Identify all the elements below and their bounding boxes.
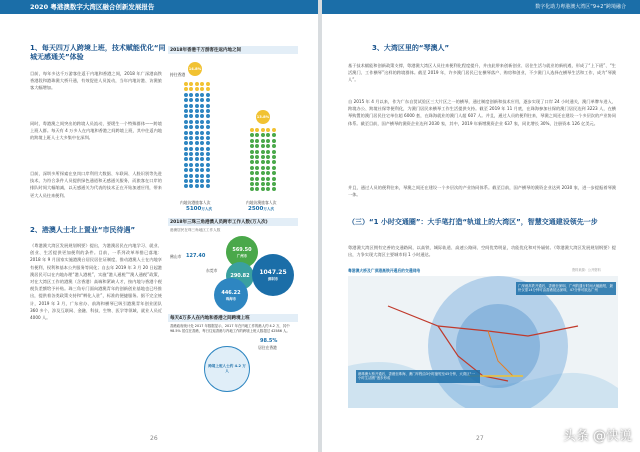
section1-para-1: 目前，每年多达千万游客往返于内地和香港之间，2018 年广深港高铁香港段和港珠澳大桥开通，有效促进人员流动，当年内地访港、访澳旅客大幅增加。: [30, 71, 162, 91]
visitor-dot: [266, 139, 270, 143]
visitor-dot: [261, 155, 265, 159]
visitor-dot: [261, 166, 265, 170]
visitor-dot: [261, 182, 265, 186]
visitor-dot: [206, 82, 210, 86]
page-number-left: 26: [150, 435, 158, 442]
chart1-left-caption: 内地访港旅客人次: [180, 200, 211, 205]
visitor-dot: [206, 125, 210, 129]
visitor-dot: [250, 171, 254, 175]
visitor-dot: [184, 131, 188, 135]
chart1-right-dots: [250, 128, 276, 191]
chart2-subtitle: 港澳居民在珠三角地区工作人数: [170, 228, 221, 232]
visitor-dot: [189, 147, 193, 151]
visitor-dot: [250, 182, 254, 186]
chart3-pct: 98.5%: [260, 338, 278, 344]
visitor-dot: [189, 152, 193, 156]
visitor-dot: [250, 128, 254, 132]
visitor-dot: [189, 93, 193, 97]
left-page: [0, 0, 318, 452]
visitor-dot: [255, 155, 259, 159]
visitor-dot: [206, 147, 210, 151]
visitor-dot: [200, 114, 204, 118]
visitor-dot: [200, 184, 204, 188]
visitor-dot: [189, 120, 193, 124]
map-title: 粤港澳大桥及广深港高铁开通后的交通网络: [348, 268, 421, 273]
chart1-right-value: 2500万人次: [248, 206, 275, 212]
visitor-dot: [195, 104, 199, 108]
page-number-right: 27: [476, 435, 484, 442]
visitor-dot: [189, 125, 193, 129]
visitor-dot: [272, 171, 276, 175]
visitor-dot: [200, 120, 204, 124]
visitor-dot: [272, 155, 276, 159]
visitor-dot: [261, 171, 265, 175]
chart2-title: 2018年三珠三角港澳人员跨市工作人数(万人次): [168, 218, 298, 226]
visitor-dot: [200, 174, 204, 178]
report-title: 2020 粤港澳数字大湾区融合创新发展报告: [30, 3, 155, 11]
visitor-dot: [206, 141, 210, 145]
visitor-dot: [195, 174, 199, 178]
visitor-dot: [200, 179, 204, 183]
section3-title: 3、大湾区里的“琴澳人”: [372, 44, 450, 52]
visitor-dot: [261, 139, 265, 143]
section1-para-2: 同时，粤港澳之间突出的跨境人员流动，要缓生一个特殊群体——跨境上班人群。每天有 4 万多人在内地和香港之间跨境上班，其中往返内地的跨境上班人士大多集中在深圳。: [30, 121, 162, 141]
section1-para-3: 目前，深圳多所探索在皇岗口岸利用大数据、车联网、人脸识别等先进技术，为符合条件人员提供绿色通道和无感通关服务，而旅客在口岸的排队时间大幅缩减，以无感通关为代表的技术正在开始加速应用，带来更大人员往来便利。: [30, 171, 162, 198]
visitor-dot: [261, 187, 265, 191]
page-header-bar-right: [322, 0, 640, 14]
chart3-title: 每天4万多人在内地和香港之间跨境上班: [168, 314, 298, 322]
visitor-dot: [272, 187, 276, 191]
map-caption-top: 广深港高铁开通后，香港至深圳、广州的通行时间大幅缩短，最快仅需14分钟可由香港抵达深圳，47分钟可抵达广州: [516, 282, 616, 295]
visitor-dot: [206, 114, 210, 118]
visitor-dot: [189, 168, 193, 172]
visitor-dot: [250, 187, 254, 191]
bubble-zhuhai: 446.22 珠海市: [214, 278, 248, 312]
section3-para-3: 并且，通过人员的便利往来，琴澳之间还在建设一个多层次的产业协同体系。截至目前，国产横琴的澳资企业达到 2030 家，进一步提振着琴澳一体。: [348, 185, 616, 198]
visitor-dot: [184, 136, 188, 140]
chart1-right-pct-badge: 13.8%: [256, 110, 270, 124]
visitor-dot: [195, 152, 199, 156]
map-panel: [348, 276, 618, 408]
visitor-dot: [272, 133, 276, 137]
visitor-dot: [195, 184, 199, 188]
visitor-dot: [184, 120, 188, 124]
visitor-dot: [200, 109, 204, 113]
visitor-dot: [195, 109, 199, 113]
visitor-dot: [206, 93, 210, 97]
visitor-dot: [272, 128, 276, 132]
visitor-dot: [184, 168, 188, 172]
visitor-dot: [272, 166, 276, 170]
visitor-dot: [189, 82, 193, 86]
visitor-dot: [206, 98, 210, 102]
visitor-dot: [272, 177, 276, 181]
visitor-dot: [255, 177, 259, 181]
visitor-dot: [184, 82, 188, 86]
visitor-dot: [195, 98, 199, 102]
visitor-dot: [184, 141, 188, 145]
visitor-dot: [250, 133, 254, 137]
visitor-dot: [195, 179, 199, 183]
visitor-dot: [200, 147, 204, 151]
visitor-dot: [266, 166, 270, 170]
bubble-dongguan: 290.82: [226, 262, 254, 290]
visitor-dot: [200, 152, 204, 156]
visitor-dot: [200, 98, 204, 102]
chart3-note: 香港政府统计处 2017 年数据显示，2017 年在内地工作的港人约 4.2 万，其中 98.5% 居住在香港，每日往返香港与内地工作的跨境上班人数超过 42586 人。: [170, 324, 290, 333]
visitor-dot: [189, 98, 193, 102]
visitor-dot: [261, 133, 265, 137]
section2-para: 《粤港澳大湾区发展规划纲要》提出，为港澳居民在内地学习、就业、创业、生活提供更加便利的条件。目前，一系列改革举措已落地：2018 年 9 月国家实施港澳台居民居住证制度，推动港澳人士在内地享有便利，权利和基本公共服务等同化；自去年 2019 年 3 月 20 日起港澳居民可以在内地办理“港人港税”，实施“港人通税”“澳人通税”政策，对在大湾区工作的港澳（含香港）高端和紧缺人才，按内地与香港个税税负差额给予补贴。珠三角专门面向港澳青年的创新创业基地也已经推出，提供着各类政策支持和“孵化入驻”，标准的便捷服务。据不完全统计，2019 年 3 月，广东省办、前海和横琴已吸引港澳青年创业团队 360 多个，涉及互联网、金融、科技、生物、医学等领域，就业人员近 4000 人。: [30, 243, 162, 321]
visitor-dot: [261, 150, 265, 154]
visitor-dot: [206, 109, 210, 113]
visitor-dot: [195, 120, 199, 124]
chart1-left-value: 5100万人次: [186, 206, 213, 212]
visitor-dot: [266, 171, 270, 175]
bubble-value-foshan: 127.40: [186, 253, 206, 259]
visitor-dot: [255, 160, 259, 164]
visitor-dot: [255, 187, 259, 191]
bubble-guangzhou: 569.50 广州市: [226, 236, 258, 268]
visitor-dot: [200, 168, 204, 172]
map-caption-bottom: 港珠澳大桥开通后，香港至珠海、澳门车程由3小时缩短至45分钟，大湾区“一小时生活圈”逐步形成: [356, 370, 480, 383]
visitor-dot: [206, 152, 210, 156]
visitor-dot: [195, 157, 199, 161]
visitor-dot: [184, 147, 188, 151]
visitor-dot: [272, 139, 276, 143]
visitor-dot: [189, 179, 193, 183]
visitor-dot: [206, 136, 210, 140]
report-subtitle: 数字化助力粤港澳大湾区“9+2”跨境融合: [535, 4, 626, 10]
visitor-dot: [206, 163, 210, 167]
visitor-dot: [266, 187, 270, 191]
visitor-dot: [195, 141, 199, 145]
visitor-dot: [200, 93, 204, 97]
visitor-dot: [195, 163, 199, 167]
visitor-dot: [255, 166, 259, 170]
visitor-dot: [200, 157, 204, 161]
visitor-dot: [200, 125, 204, 129]
visitor-dot: [250, 166, 254, 170]
right-page: [322, 0, 640, 452]
visitor-dot: [189, 184, 193, 188]
visitor-dot: [184, 163, 188, 167]
visitor-dot: [206, 120, 210, 124]
page-header-bar: [0, 0, 318, 14]
visitor-dot: [184, 157, 188, 161]
visitor-dot: [266, 160, 270, 164]
visitor-dot: [255, 182, 259, 186]
visitor-dot: [184, 125, 188, 129]
visitor-dot: [184, 98, 188, 102]
visitor-dot: [272, 150, 276, 154]
visitor-dot: [184, 87, 188, 91]
visitor-dot: [189, 136, 193, 140]
visitor-dot: [200, 87, 204, 91]
visitor-dot: [206, 87, 210, 91]
visitor-dot: [250, 139, 254, 143]
visitor-dot: [266, 144, 270, 148]
visitor-dot: [184, 179, 188, 183]
visitor-dot: [184, 152, 188, 156]
visitor-dot: [266, 133, 270, 137]
visitor-dot: [255, 171, 259, 175]
visitor-dot: [195, 114, 199, 118]
visitor-dot: [184, 174, 188, 178]
chart3-circle: 跨境上班人士约 4.2 万人: [204, 346, 250, 392]
visitor-dot: [189, 141, 193, 145]
bubble-label-foshan: 佛山市: [170, 254, 182, 259]
visitor-dot: [184, 109, 188, 113]
visitor-dot: [272, 182, 276, 186]
visitor-dot: [250, 144, 254, 148]
visitor-dot: [255, 133, 259, 137]
watermark: 头条 @快说: [562, 429, 632, 444]
visitor-dot: [200, 82, 204, 86]
bubble-label-dongguan: 东莞市: [206, 268, 218, 273]
visitor-dot: [261, 160, 265, 164]
visitor-dot: [250, 177, 254, 181]
visitor-dot: [184, 93, 188, 97]
visitor-dot: [189, 109, 193, 113]
section4-title: （三）“1 小时交通圈”：大手笔打造“轨道上的大湾区”，智慧交通建设领先一步: [348, 218, 598, 226]
visitor-dot: [189, 163, 193, 167]
visitor-dot: [206, 157, 210, 161]
visitor-dot: [266, 182, 270, 186]
visitor-dot: [266, 177, 270, 181]
visitor-dot: [189, 104, 193, 108]
visitor-dot: [206, 104, 210, 108]
visitor-dot: [189, 114, 193, 118]
visitor-dot: [195, 147, 199, 151]
chart3-pct-label: 居住在香港: [258, 345, 277, 350]
section3-para-2: 自 2015 年 4 月以来，作为广东自贸试验区三大片区之一的横琴，通过制度创新和技术应用，逐步实现了口岸 24 小时通关，澳门单牌车进入、跨境办公、跨境社保等便利化，为澳门居民来横琴工作生活提供支持。截至 2019 年 11 月底，在珠海参加社保的澳门居民达到 3223 人，在横琴购置的澳门居民住宅单位超 6000 套，在珠海就业的澳门人超 607 人。并且，通过人员的便利往来，琴澳之间还在建设一个多层次的产业协同体系。截至目前，国产横琴的澳资企业达到 2030 家，其中，2019 年新增澳资企业 637 家，同比增长 30%，注册资本 126 亿美元。: [348, 99, 616, 126]
chart1-left-dots: [184, 82, 210, 188]
visitor-dot: [261, 128, 265, 132]
section2-title: 2、港澳人士北上置业“市民待遇”: [30, 226, 136, 234]
visitor-dot: [195, 168, 199, 172]
section1-title: 1、每天四万人跨境上班，技术赋能优化“同城无感通关”体验: [30, 44, 166, 61]
visitor-dot: [272, 144, 276, 148]
visitor-dot: [255, 128, 259, 132]
chart1-right-caption: 内地访澳旅客人次: [246, 200, 277, 205]
visitor-dot: [200, 141, 204, 145]
visitor-dot: [189, 131, 193, 135]
visitor-dot: [184, 184, 188, 188]
visitor-dot: [200, 136, 204, 140]
visitor-dot: [195, 125, 199, 129]
visitor-dot: [266, 155, 270, 159]
visitor-dot: [272, 160, 276, 164]
visitor-dot: [206, 168, 210, 172]
visitor-dot: [195, 136, 199, 140]
visitor-dot: [250, 155, 254, 159]
section3-para-1: 基于技术赋能和创新政策支撑，粤港澳大湾区人员往来便利化程度提升，并由此带来创新创业、居住生活与就业的新机遇，形成了“上下班”、“生活澳门、工作横琴”这样的跨境群体。截至 2019 年，许多澳门居民已在横琴落户、购房和创业，不少澳门人选择在横琴生活和工作，成为“琴澳人”。: [348, 63, 616, 83]
section4-para: 粤港澳大湾区拥有完善的交通路网，以高铁、城际轨道、高速公路网、空间优势明显，功能优化和对外辐射。《粤港澳大湾区发展规划纲要》提出，力争实现大湾区主要城市间 1 小时通达。: [348, 245, 616, 258]
bubble-shenzhen: 1047.25 深圳市: [252, 254, 294, 296]
visitor-dot: [200, 104, 204, 108]
visitor-dot: [261, 177, 265, 181]
visitor-dot: [255, 150, 259, 154]
visitor-dot: [206, 131, 210, 135]
visitor-dot: [184, 104, 188, 108]
visitor-dot: [206, 174, 210, 178]
visitor-dot: [184, 114, 188, 118]
visitor-dot: [255, 139, 259, 143]
visitor-dot: [206, 184, 210, 188]
map-source: 资料来源：公开资料: [572, 268, 601, 272]
visitor-dot: [206, 179, 210, 183]
visitor-dot: [189, 157, 193, 161]
visitor-dot: [195, 131, 199, 135]
chart1-left-label: 持往香港: [170, 72, 186, 77]
visitor-dot: [189, 87, 193, 91]
visitor-dot: [266, 150, 270, 154]
visitor-dot: [200, 131, 204, 135]
visitor-dot: [261, 144, 265, 148]
visitor-dot: [189, 174, 193, 178]
visitor-dot: [266, 128, 270, 132]
visitor-dot: [195, 87, 199, 91]
visitor-dot: [250, 160, 254, 164]
visitor-dot: [195, 82, 199, 86]
chart1-title: 2018年香港千万游客往返内地之间: [168, 46, 298, 54]
visitor-dot: [255, 144, 259, 148]
map-svg: [348, 276, 618, 408]
visitor-dot: [250, 150, 254, 154]
visitor-dot: [195, 93, 199, 97]
visitor-dot: [200, 163, 204, 167]
chart1-left-pct-badge: 14.8%: [188, 62, 202, 76]
